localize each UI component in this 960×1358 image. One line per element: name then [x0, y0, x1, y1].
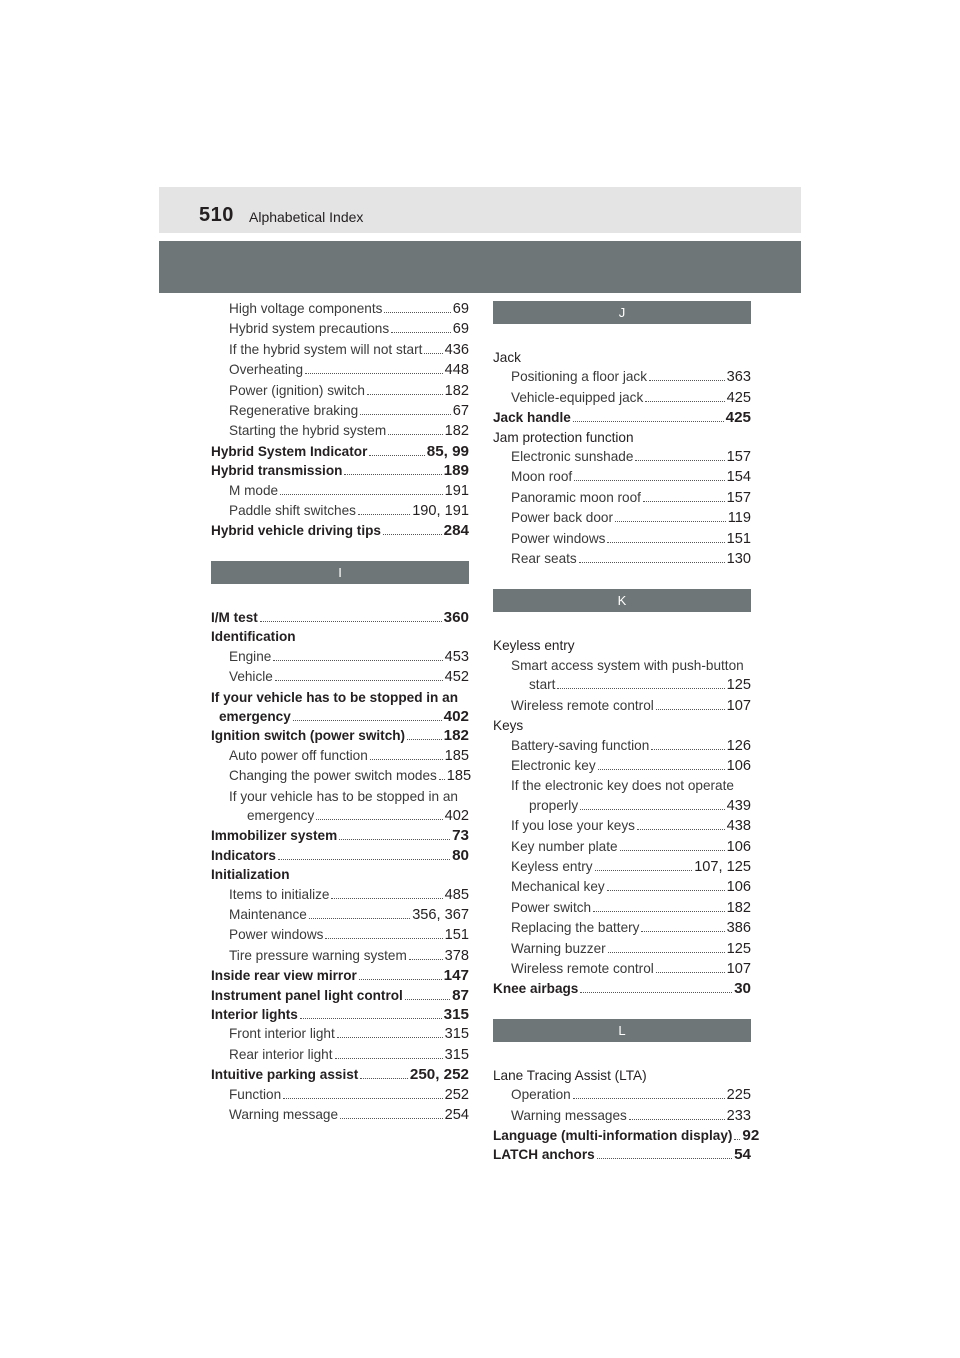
index-entry: Panoramic moon roof 157 [511, 489, 751, 506]
index-entry: Maintenance 356, 367 [229, 906, 469, 923]
index-entry: Warning buzzer 125 [511, 940, 751, 957]
index-subheading: If your vehicle has to be stopped in an [229, 788, 458, 804]
index-entry: Wireless remote control 107 [511, 960, 751, 977]
index-entry: Rear seats 130 [511, 551, 751, 568]
index-entry-main: Immobilizer system 73 [211, 827, 469, 845]
page-number: 510 [199, 204, 234, 226]
index-entry: properly 439 [529, 797, 751, 814]
index-heading: Jam protection function [493, 429, 634, 445]
index-entry: Items to initialize 485 [229, 886, 469, 903]
index-entry-main: LATCH anchors 54 [493, 1146, 751, 1164]
index-entry: Electronic key 106 [511, 757, 751, 774]
index-heading: Initialization [211, 867, 290, 883]
index-entry: Warning messages 233 [511, 1107, 751, 1124]
index-entry: Paddle shift switches 190, 191 [229, 503, 469, 520]
index-entry: Power windows 151 [511, 530, 751, 547]
index-entry: Positioning a floor jack 363 [511, 369, 751, 386]
index-heading: If your vehicle has to be stopped in an [211, 689, 458, 705]
index-entry: Engine 453 [229, 648, 469, 665]
index-entry-main: Indicators 80 [211, 846, 469, 864]
index-entry: Regenerative braking 67 [229, 403, 469, 420]
index-entry: Hybrid system precautions 69 [229, 321, 469, 338]
index-entry-main: Ignition switch (power switch) 182 [211, 727, 469, 745]
index-entry: Starting the hybrid system 182 [229, 423, 469, 440]
index-heading: Keyless entry [493, 638, 575, 654]
index-entry: Battery-saving function 126 [511, 737, 751, 754]
index-entry-main: Hybrid System Indicator 85, 99 [211, 442, 469, 460]
section-title: Alphabetical Index [249, 209, 364, 225]
index-entry: emergency 402 [247, 807, 469, 824]
index-heading: Jack [493, 350, 521, 365]
index-entry: Rear interior light 315 [229, 1046, 469, 1063]
index-entry: If the hybrid system will not start 436 [229, 341, 469, 358]
index-entry: Moon roof 154 [511, 469, 751, 486]
index-heading: Keys [493, 718, 524, 734]
index-column-left [211, 299, 472, 1125]
index-column-right [493, 301, 760, 1165]
index-entry-main: Hybrid vehicle driving tips 284 [211, 522, 469, 540]
index-entry: Wireless remote control 107 [511, 697, 751, 714]
index-entry: Power switch 182 [511, 899, 751, 916]
index-heading: Lane Tracing Assist (LTA) [493, 1067, 647, 1083]
index-entry: Changing the power switch modes 185 [229, 768, 472, 785]
index-entry-main: Inside rear view mirror 147 [211, 967, 469, 985]
letter-header-i: I [211, 561, 469, 584]
index-heading: Identification [211, 629, 296, 645]
index-entry: Auto power off function 185 [229, 747, 469, 764]
index-entry: Keyless entry 107, 125 [511, 858, 751, 875]
letter-header-j: J [493, 301, 751, 324]
index-entry-main: Instrument panel light control 87 [211, 986, 469, 1004]
index-entry: Function 252 [229, 1086, 469, 1103]
index-entry: Operation 225 [511, 1087, 751, 1104]
letter-header-k: K [493, 589, 751, 612]
index-entry: start 125 [529, 677, 751, 694]
index-entry: Power (ignition) switch 182 [229, 382, 469, 399]
index-entry: Replacing the battery 386 [511, 920, 751, 937]
index-entry: Key number plate 106 [511, 838, 751, 855]
letter-header-l: L [493, 1019, 751, 1042]
index-entry-main: Knee airbags 30 [493, 980, 751, 998]
index-entry: Vehicle 452 [229, 669, 469, 686]
index-entry: Overheating 448 [229, 362, 469, 379]
index-entry: High voltage components 69 [229, 301, 469, 317]
index-entry: Warning message 254 [229, 1107, 469, 1124]
index-subheading: If the electronic key does not operate [511, 778, 734, 794]
index-entry-main: Interior lights 315 [211, 1006, 469, 1023]
index-entry-main: emergency 402 [219, 707, 469, 725]
index-entry-main: Language (multi-information display) 92 [493, 1127, 760, 1144]
page-header [159, 187, 801, 233]
index-entry: Power windows 151 [229, 927, 469, 944]
index-entry: Mechanical key 106 [511, 879, 751, 896]
index-entry: Electronic sunshade 157 [511, 449, 751, 466]
index-subheading: Smart access system with push-button [511, 657, 744, 673]
index-entry: Power back door 119 [511, 510, 751, 527]
index-entry-main: I/M test 360 [211, 608, 469, 626]
index-entry-main: Intuitive parking assist 250, 252 [211, 1066, 469, 1084]
index-entry-main: Hybrid transmission 189 [211, 462, 469, 480]
index-entry: M mode 191 [229, 482, 469, 499]
index-entry: Tire pressure warning system 378 [229, 947, 469, 964]
header-band [159, 241, 801, 293]
index-entry: If you lose your keys 438 [511, 818, 751, 835]
index-entry: Vehicle-equipped jack 425 [511, 389, 751, 406]
index-entry: Front interior light 315 [229, 1026, 469, 1043]
index-entry-main: Jack handle 425 [493, 409, 751, 427]
